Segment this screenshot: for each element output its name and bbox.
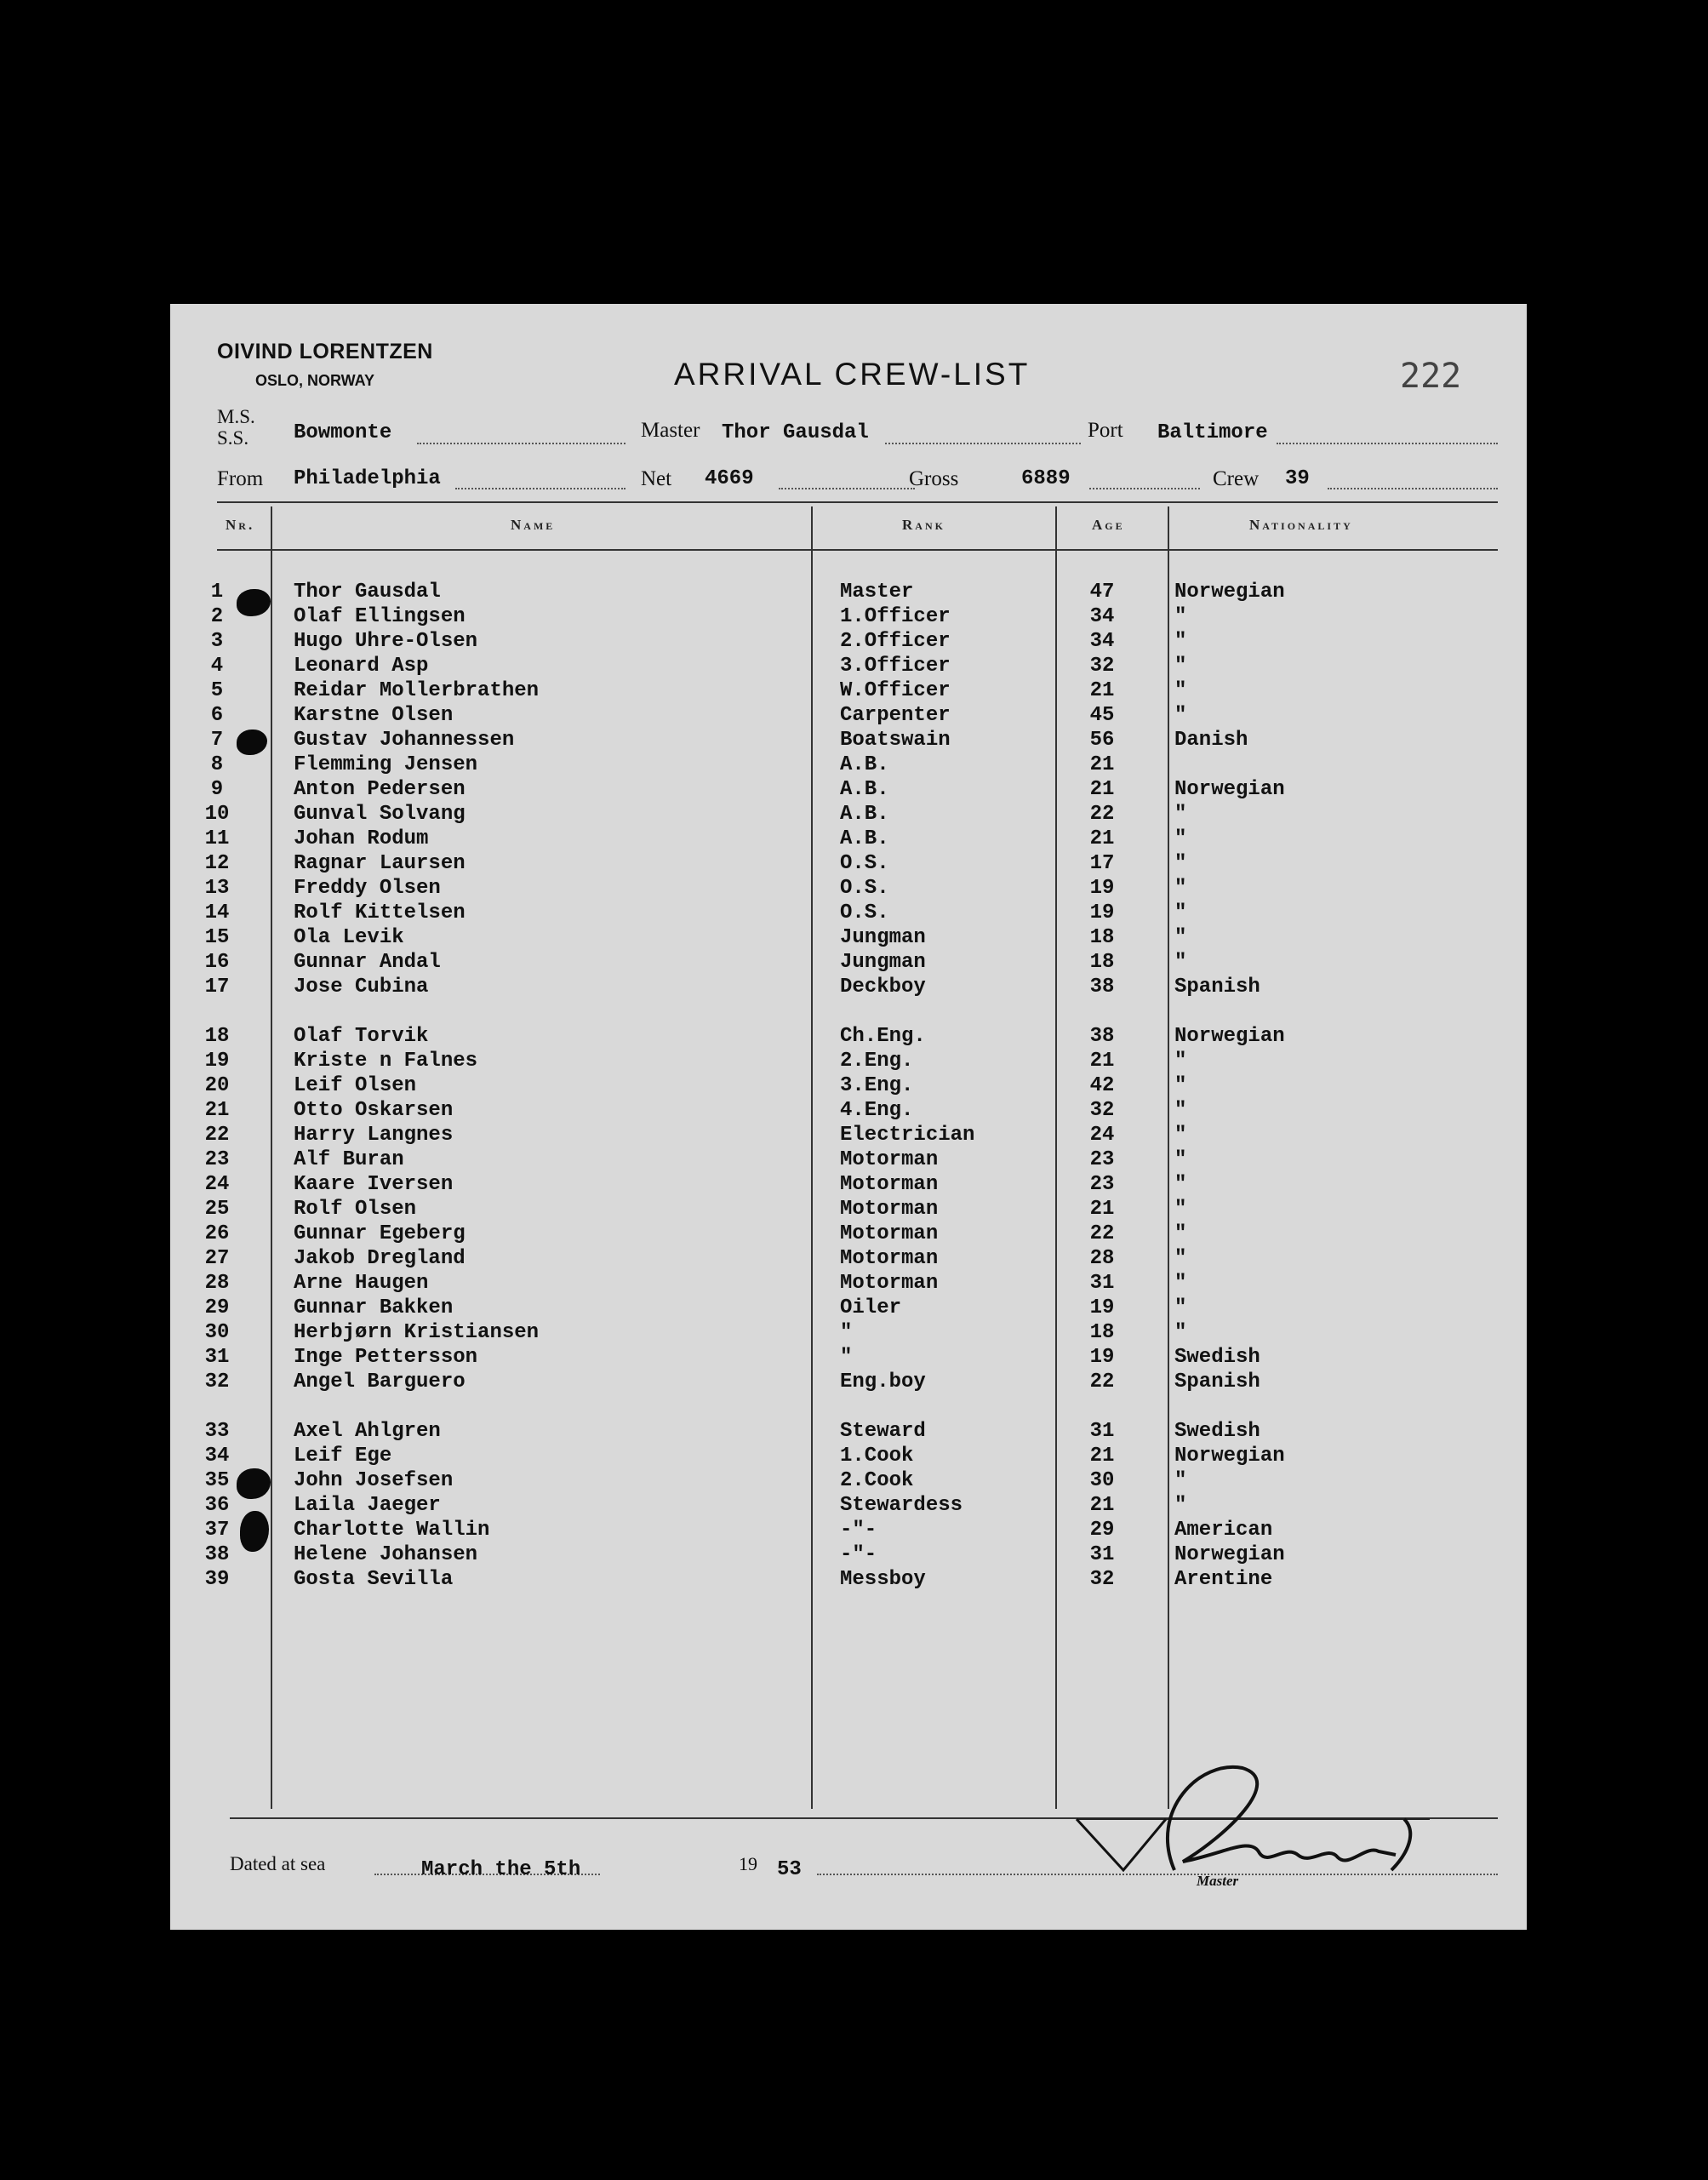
crew-nationality: Swedish	[1174, 1346, 1260, 1369]
crew-rank: O.S.	[840, 852, 889, 875]
crew-name: Thor Gausdal	[294, 581, 441, 604]
crew-name: Gosta Sevilla	[294, 1568, 454, 1591]
table-row	[170, 827, 1527, 851]
crew-rank: Eng.boy	[840, 1370, 926, 1393]
crew-age: 42	[1089, 1074, 1115, 1097]
crew-name: Rolf Kittelsen	[294, 901, 466, 924]
crew-name: Hugo Uhre-Olsen	[294, 630, 478, 653]
crew-rank: Jungman	[840, 951, 926, 974]
crew-age: 21	[1089, 778, 1115, 801]
crew-nationality: "	[1174, 827, 1187, 850]
crew-name: Arne Haugen	[294, 1272, 429, 1295]
crew-age: 21	[1089, 1198, 1115, 1221]
crew-name: John Josefsen	[294, 1469, 454, 1492]
port-dots	[1277, 443, 1498, 444]
gross-tonnage: 6889	[1021, 467, 1071, 490]
crew-nr: 39	[204, 1568, 230, 1591]
ss-label: S.S.	[217, 427, 249, 449]
crew-name: Leif Olsen	[294, 1074, 417, 1097]
crew-name: Olaf Torvik	[294, 1025, 429, 1048]
crew-rank: "	[840, 1321, 853, 1344]
crew-rank: Jungman	[840, 926, 926, 949]
crew-nr: 26	[204, 1222, 230, 1245]
crew-nr: 27	[204, 1247, 230, 1270]
crew-nr: 10	[204, 803, 230, 826]
crew-nationality: Norwegian	[1174, 1445, 1285, 1468]
crew-rank: Motorman	[840, 1272, 939, 1295]
crew-age: 22	[1089, 803, 1115, 826]
crew-nationality: "	[1174, 1247, 1187, 1270]
crew-nationality: "	[1174, 1148, 1187, 1171]
crew-rank: -"-	[840, 1519, 877, 1542]
crew-age: 38	[1089, 1025, 1115, 1048]
gross-dots	[1089, 488, 1200, 489]
crew-rank: Stewardess	[840, 1494, 963, 1517]
crew-nationality: "	[1174, 1050, 1187, 1073]
crew-age: 22	[1089, 1370, 1115, 1393]
table-row	[170, 1025, 1527, 1049]
crew-count: 39	[1285, 467, 1310, 490]
crew-nr: 34	[204, 1445, 230, 1468]
table-row	[170, 581, 1527, 604]
crew-name: Anton Pedersen	[294, 778, 466, 801]
crew-name: Karstne Olsen	[294, 704, 454, 727]
crew-nationality: "	[1174, 655, 1187, 678]
crew-rank: O.S.	[840, 901, 889, 924]
master-name: Thor Gausdal	[722, 421, 869, 444]
crew-nationality: "	[1174, 1272, 1187, 1295]
crew-nationality: "	[1174, 1469, 1187, 1492]
crew-name: Johan Rodum	[294, 827, 429, 850]
crew-rank: 1.Cook	[840, 1445, 914, 1468]
crew-rank: Master	[840, 581, 914, 604]
crew-nr: 19	[204, 1050, 230, 1073]
crew-rank: Motorman	[840, 1148, 939, 1171]
crew-age: 32	[1089, 1568, 1115, 1591]
crew-rank: 2.Officer	[840, 630, 951, 653]
crew-age: 30	[1089, 1469, 1115, 1492]
crew-nationality: "	[1174, 852, 1187, 875]
crew-name: Ragnar Laursen	[294, 852, 466, 875]
crew-nationality: Spanish	[1174, 1370, 1260, 1393]
crew-nr: 22	[204, 1124, 230, 1147]
crew-nationality: Spanish	[1174, 976, 1260, 998]
crew-nr: 12	[204, 852, 230, 875]
crew-age: 21	[1089, 827, 1115, 850]
crew-nationality: "	[1174, 1198, 1187, 1221]
crew-nationality: "	[1174, 901, 1187, 924]
crew-nationality: "	[1174, 1124, 1187, 1147]
crew-age: 19	[1089, 877, 1115, 900]
crew-name: Jakob Dregland	[294, 1247, 466, 1270]
crew-nationality: Norwegian	[1174, 581, 1285, 604]
crew-rank: Motorman	[840, 1198, 939, 1221]
table-row	[170, 1222, 1527, 1246]
crew-age: 19	[1089, 1346, 1115, 1369]
company-name: OIVIND LORENTZEN	[217, 340, 433, 363]
crew-age: 31	[1089, 1543, 1115, 1566]
crew-age: 21	[1089, 679, 1115, 702]
crew-age: 19	[1089, 1296, 1115, 1319]
crew-age: 56	[1089, 729, 1115, 752]
crew-name: Laila Jaeger	[294, 1494, 441, 1517]
crew-rank: 1.Officer	[840, 605, 951, 628]
crew-rank: A.B.	[840, 827, 889, 850]
crew-rank: Ch.Eng.	[840, 1025, 926, 1048]
crew-nr: 6	[210, 704, 224, 727]
crew-nr: 2	[210, 605, 224, 628]
table-row	[170, 1296, 1527, 1320]
table-row	[170, 976, 1527, 999]
crew-nationality: Swedish	[1174, 1420, 1260, 1443]
crew-nr: 7	[210, 729, 224, 752]
dated-date: March the 5th	[421, 1858, 581, 1881]
crew-nr: 14	[204, 901, 230, 924]
table-row	[170, 803, 1527, 827]
table-row	[170, 704, 1527, 728]
crew-nationality: American	[1174, 1519, 1273, 1542]
crew-rank: W.Officer	[840, 679, 951, 702]
crew-age: 31	[1089, 1420, 1115, 1443]
crew-name: Kaare Iversen	[294, 1173, 454, 1196]
crew-rank: 4.Eng.	[840, 1099, 914, 1122]
ship-name: Bowmonte	[294, 421, 392, 444]
table-row	[170, 1148, 1527, 1172]
table-row	[170, 1074, 1527, 1098]
crew-nr: 18	[204, 1025, 230, 1048]
crew-age: 34	[1089, 630, 1115, 653]
port-label: Port	[1088, 419, 1123, 442]
crew-name: Rolf Olsen	[294, 1198, 417, 1221]
crew-nr: 31	[204, 1346, 230, 1369]
master-signature	[1072, 1759, 1481, 1887]
table-row	[170, 1124, 1527, 1147]
crew-nr: 30	[204, 1321, 230, 1344]
crew-nationality: "	[1174, 1099, 1187, 1122]
crew-name: Jose Cubina	[294, 976, 429, 998]
crew-rank: "	[840, 1346, 853, 1369]
crew-nr: 37	[204, 1519, 230, 1542]
crew-age: 31	[1089, 1272, 1115, 1295]
page-number: 222	[1400, 357, 1462, 396]
crew-nr: 20	[204, 1074, 230, 1097]
table-row	[170, 605, 1527, 629]
crew-age: 32	[1089, 655, 1115, 678]
crew-nr: 11	[204, 827, 230, 850]
table-row	[170, 901, 1527, 925]
crew-nr: 16	[204, 951, 230, 974]
table-row	[170, 1173, 1527, 1197]
document-title: ARRIVAL CREW-LIST	[674, 357, 1031, 392]
crew-nr: 32	[204, 1370, 230, 1393]
crew-rank: Steward	[840, 1420, 926, 1443]
crew-age: 21	[1089, 1050, 1115, 1073]
crew-name: Helene Johansen	[294, 1543, 478, 1566]
master-caption: Master	[1197, 1873, 1239, 1889]
crew-nationality: "	[1174, 1222, 1187, 1245]
net-dots	[779, 488, 915, 489]
crew-name: Kriste n Falnes	[294, 1050, 478, 1073]
crew-name: Gustav Johannessen	[294, 729, 515, 752]
crew-rank: -"-	[840, 1543, 877, 1566]
table-row	[170, 1494, 1527, 1518]
crew-name: Freddy Olsen	[294, 877, 441, 900]
crew-age: 24	[1089, 1124, 1115, 1147]
crew-nr: 1	[210, 581, 224, 604]
crew-nationality: Norwegian	[1174, 1543, 1285, 1566]
crew-name: Ola Levik	[294, 926, 404, 949]
from-port: Philadelphia	[294, 467, 441, 490]
crew-rank: 3.Officer	[840, 655, 951, 678]
crew-nationality: "	[1174, 1173, 1187, 1196]
table-row	[170, 630, 1527, 654]
crew-rank: Motorman	[840, 1247, 939, 1270]
table-row	[170, 1050, 1527, 1073]
crew-name: Alf Buran	[294, 1148, 404, 1171]
crew-age: 21	[1089, 753, 1115, 776]
crew-nationality: Arentine	[1174, 1568, 1273, 1591]
crew-name: Harry Langnes	[294, 1124, 454, 1147]
crew-name: Gunnar Andal	[294, 951, 441, 974]
crew-rank: A.B.	[840, 803, 889, 826]
crew-nationality: "	[1174, 803, 1187, 826]
crew-nr: 25	[204, 1198, 230, 1221]
table-row	[170, 1445, 1527, 1468]
crew-age: 22	[1089, 1222, 1115, 1245]
crew-nr: 36	[204, 1494, 230, 1517]
crew-name: Leonard Asp	[294, 655, 429, 678]
crew-age: 21	[1089, 1445, 1115, 1468]
crew-name: Herbjørn Kristiansen	[294, 1321, 540, 1344]
crew-nr: 15	[204, 926, 230, 949]
column-header-rank: Rank	[902, 517, 945, 533]
table-row	[170, 951, 1527, 975]
crew-nr: 38	[204, 1543, 230, 1566]
crew-rank: Oiler	[840, 1296, 902, 1319]
table-row	[170, 1420, 1527, 1444]
crew-nr: 33	[204, 1420, 230, 1443]
dated-year: 53	[777, 1858, 802, 1881]
crew-nationality: Norwegian	[1174, 778, 1285, 801]
crew-age: 29	[1089, 1519, 1115, 1542]
crew-age: 47	[1089, 581, 1115, 604]
master-label: Master	[641, 419, 700, 442]
column-header-nationality: Nationality	[1249, 517, 1353, 533]
crew-age: 19	[1089, 901, 1115, 924]
crew-age: 28	[1089, 1247, 1115, 1270]
crew-nr: 21	[204, 1099, 230, 1122]
crew-nationality: "	[1174, 1296, 1187, 1319]
column-header-name: Name	[511, 517, 556, 533]
crew-nr: 35	[204, 1469, 230, 1492]
crew-age: 21	[1089, 1494, 1115, 1517]
crew-name: Axel Ahlgren	[294, 1420, 441, 1443]
crew-rank: 2.Eng.	[840, 1050, 914, 1073]
crew-name: Angel Barguero	[294, 1370, 466, 1393]
crew-nationality: "	[1174, 1321, 1187, 1344]
crew-age: 45	[1089, 704, 1115, 727]
table-row	[170, 679, 1527, 703]
table-row	[170, 852, 1527, 876]
table-row	[170, 926, 1527, 950]
ms-label: M.S.	[217, 406, 255, 427]
crew-age: 17	[1089, 852, 1115, 875]
crew-age: 23	[1089, 1173, 1115, 1196]
crew-nr: 28	[204, 1272, 230, 1295]
crew-nationality: "	[1174, 926, 1187, 949]
table-row	[170, 1321, 1527, 1345]
table-header-rule	[217, 549, 1498, 551]
crew-age: 38	[1089, 976, 1115, 998]
from-label: From	[217, 467, 264, 490]
crew-rank: Electrician	[840, 1124, 975, 1147]
crew-name: Gunnar Egeberg	[294, 1222, 466, 1245]
table-row	[170, 1099, 1527, 1123]
crew-age: 34	[1089, 605, 1115, 628]
net-label: Net	[641, 467, 672, 490]
year-prefix: 19	[739, 1853, 757, 1874]
crew-name: Olaf Ellingsen	[294, 605, 466, 628]
table-row	[170, 877, 1527, 901]
crew-name: Charlotte Wallin	[294, 1519, 490, 1542]
ship-dots	[417, 443, 626, 444]
table-row	[170, 753, 1527, 777]
table-row	[170, 1247, 1527, 1271]
crew-age: 18	[1089, 951, 1115, 974]
master-dots	[885, 443, 1081, 444]
crew-name: Flemming Jensen	[294, 753, 478, 776]
table-row	[170, 778, 1527, 802]
crew-nationality: Danish	[1174, 729, 1248, 752]
port-name: Baltimore	[1157, 421, 1268, 444]
crew-nationality: Norwegian	[1174, 1025, 1285, 1048]
table-row	[170, 1568, 1527, 1592]
crew-name: Gunval Solvang	[294, 803, 466, 826]
crew-rank: 3.Eng.	[840, 1074, 914, 1097]
crew-label: Crew	[1213, 467, 1260, 490]
column-header-nr: Nr.	[226, 517, 255, 533]
crew-rank: A.B.	[840, 778, 889, 801]
crew-rank: Carpenter	[840, 704, 951, 727]
crew-nationality: "	[1174, 605, 1187, 628]
crew-rank: A.B.	[840, 753, 889, 776]
table-row	[170, 1346, 1527, 1370]
company-location: OSLO, NORWAY	[255, 372, 375, 389]
crew-rank: Messboy	[840, 1568, 926, 1591]
gross-label: Gross	[909, 467, 959, 490]
from-dots	[455, 488, 626, 489]
crew-name: Gunnar Bakken	[294, 1296, 454, 1319]
table-row	[170, 1519, 1527, 1542]
table-row	[170, 729, 1527, 752]
table-row	[170, 1370, 1527, 1394]
crew-age: 18	[1089, 926, 1115, 949]
net-tonnage: 4669	[705, 467, 754, 490]
crew-nr: 5	[210, 679, 224, 702]
crew-nr: 17	[204, 976, 230, 998]
crew-age: 32	[1089, 1099, 1115, 1122]
table-row	[170, 1272, 1527, 1296]
crew-dots	[1328, 488, 1498, 489]
crew-nationality: "	[1174, 704, 1187, 727]
crew-rank: Boatswain	[840, 729, 951, 752]
crew-rank: Motorman	[840, 1222, 939, 1245]
crew-nationality: "	[1174, 877, 1187, 900]
crew-age: 18	[1089, 1321, 1115, 1344]
table-top-rule	[217, 501, 1498, 503]
crew-rank: O.S.	[840, 877, 889, 900]
crew-nationality: "	[1174, 1074, 1187, 1097]
crew-list-sheet	[170, 304, 1527, 1930]
crew-name: Reidar Mollerbrathen	[294, 679, 540, 702]
column-header-age: Age	[1092, 517, 1125, 533]
crew-nr: 8	[210, 753, 224, 776]
crew-nr: 29	[204, 1296, 230, 1319]
crew-name: Otto Oskarsen	[294, 1099, 454, 1122]
crew-rank: 2.Cook	[840, 1469, 914, 1492]
crew-nr: 3	[210, 630, 224, 653]
crew-nationality: "	[1174, 1494, 1187, 1517]
crew-nr: 13	[204, 877, 230, 900]
table-row	[170, 1469, 1527, 1493]
crew-nationality: "	[1174, 679, 1187, 702]
crew-nr: 24	[204, 1173, 230, 1196]
crew-rank: Deckboy	[840, 976, 926, 998]
table-row	[170, 1198, 1527, 1222]
crew-name: Leif Ege	[294, 1445, 392, 1468]
crew-nr: 9	[210, 778, 224, 801]
crew-nr: 23	[204, 1148, 230, 1171]
dated-label: Dated at sea	[230, 1853, 326, 1874]
crew-rank: Motorman	[840, 1173, 939, 1196]
crew-nationality: "	[1174, 951, 1187, 974]
crew-name: Inge Pettersson	[294, 1346, 478, 1369]
table-row	[170, 1543, 1527, 1567]
crew-age: 23	[1089, 1148, 1115, 1171]
table-row	[170, 655, 1527, 678]
crew-nationality: "	[1174, 630, 1187, 653]
crew-nr: 4	[210, 655, 224, 678]
